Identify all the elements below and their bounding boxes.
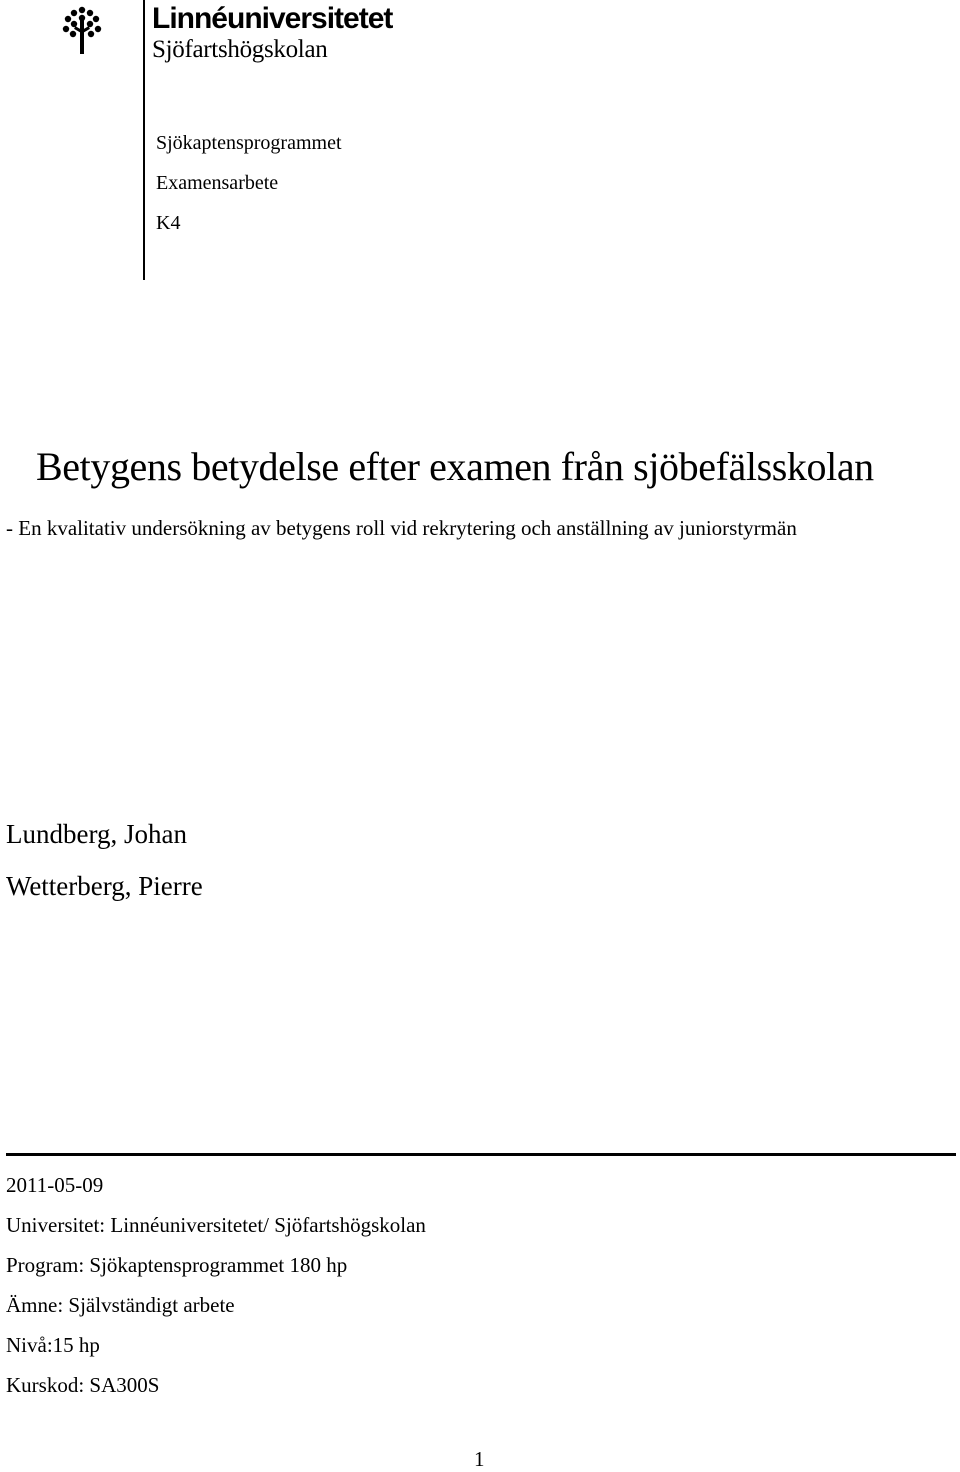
- document-type: Examensarbete: [156, 172, 279, 194]
- tree-icon: [60, 6, 104, 54]
- program-name: Sjökaptensprogrammet: [156, 132, 342, 154]
- university-line: Universitet: Linnéuniversitetet/ Sjöfartshögskolan: [6, 1213, 426, 1237]
- program-line: Program: Sjökaptensprogrammet 180 hp: [6, 1253, 348, 1277]
- horizontal-divider: [6, 1153, 956, 1156]
- course-level: K4: [156, 212, 181, 234]
- vertical-divider: [143, 0, 145, 280]
- school-name: Sjöfartshögskolan: [152, 36, 328, 63]
- author-2: Wetterberg, Pierre: [6, 871, 203, 901]
- level-line: Nivå:15 hp: [6, 1333, 100, 1357]
- logo: [152, 4, 392, 62]
- author-1: Lundberg, Johan: [6, 819, 187, 849]
- page-number: 1: [474, 1447, 485, 1471]
- subject-line: Ämne: Självständigt arbete: [6, 1293, 235, 1317]
- university-name: Linnéuniversitetet: [152, 2, 393, 35]
- course-code-line: Kurskod: SA300S: [6, 1373, 160, 1397]
- thesis-subtitle: - En kvalitativ undersökning av betygens roll vid rekrytering och anställning av juniorstyrmän: [6, 516, 797, 540]
- thesis-title: Betygens betydelse efter examen från sjöbefälsskolan: [36, 444, 874, 489]
- date: 2011-05-09: [6, 1173, 104, 1197]
